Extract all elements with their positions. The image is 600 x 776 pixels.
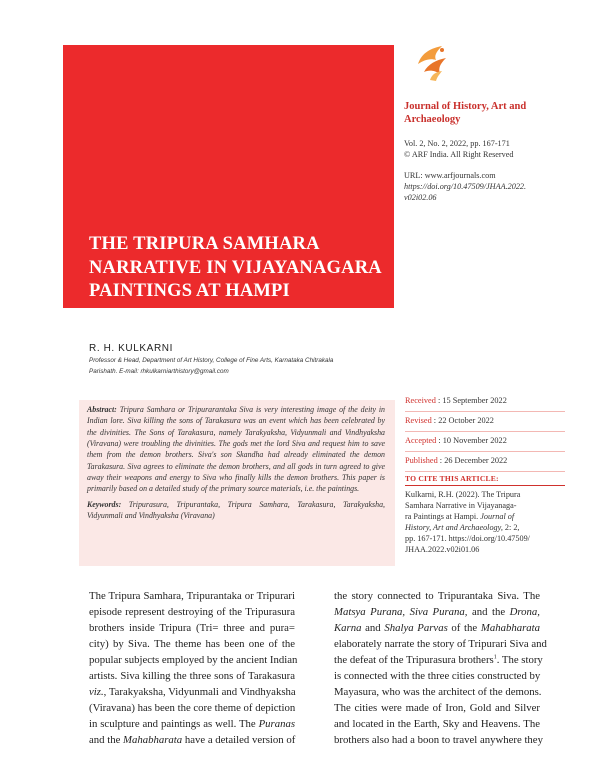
body-line: (Viravana) has been the core theme of depiction bbox=[89, 702, 296, 714]
journal-doi-line[interactable]: https://doi.org/10.47509/JHAA.2022. bbox=[404, 182, 527, 192]
rights-line: © ARF India. All Right Reserved bbox=[404, 150, 514, 160]
body-line: Mayasura, who was the architect of the demons. bbox=[334, 686, 542, 698]
abstract-paragraph bbox=[87, 404, 385, 495]
body-column-right bbox=[334, 588, 547, 748]
abstract-box bbox=[79, 400, 395, 566]
citation-line: ra Paintings at Hampi. Journal of bbox=[405, 512, 515, 521]
bird-logo-icon bbox=[412, 44, 452, 82]
title-line: PAINTINGS AT HAMPI bbox=[89, 281, 290, 301]
body-line: popular subjects employed by the ancient Indian bbox=[89, 654, 298, 666]
abstract-text: Tripura Samhara or Tripurarantaka Siva is very interesting image of the deity in Indian lore. Siva killing the sons of Tarakasura was an event which has been celebrated by the divinities. The Sons of Tarakasura, namely Tarakyaksha, Vidyunmali and Vindhyaksha (Viravana) were troubling the divinities. The gods met the lord Siva and request him to save them from the demon brothers. Siva's son Skandha had already eliminated the demon Tarakasura. Siva agrees to eliminate the demon brothers, and all gods in turn agreed to give away their weapons and energy to Siva who finally kills the demon brothers. This paper is primarily based on a detailed study of the primary source materials, i.e. the paintings. bbox=[87, 405, 385, 494]
article-title bbox=[89, 233, 389, 304]
body-line: and the Mahabharata have a detailed version of bbox=[89, 734, 296, 746]
article-dates bbox=[405, 392, 565, 472]
journal-links bbox=[404, 170, 564, 204]
body-line: brothers inside Tripura (Tri= three and pura= bbox=[89, 622, 295, 634]
body-line: The cities were made of Iron, Gold and Silver bbox=[334, 702, 540, 714]
date-accepted: Accepted : 10 November 2022 bbox=[405, 432, 565, 452]
date-published: Published : 26 December 2022 bbox=[405, 452, 565, 472]
affiliation-line: Professor & Head, Department of Art History, College of Fine Arts, Karnataka Chitrakala bbox=[89, 357, 334, 364]
date-received: Received : 15 September 2022 bbox=[405, 392, 565, 412]
journal-name bbox=[404, 100, 554, 126]
title-line: THE TRIPURA SAMHARA bbox=[89, 234, 320, 254]
body-column-left bbox=[89, 588, 298, 748]
body-line: Matsya Purana, Siva Purana, and the Drona, bbox=[334, 606, 540, 618]
journal-url[interactable]: URL: www.arfjournals.com bbox=[404, 171, 496, 180]
abstract-label: Abstract: bbox=[87, 405, 117, 414]
keywords-paragraph bbox=[87, 499, 385, 522]
citation-line: Samhara Narrative in Vijayanaga- bbox=[405, 501, 517, 510]
journal-name-line: Archaeology bbox=[404, 114, 461, 125]
citation-line: Kulkarni, R.H. (2022). The Tripura bbox=[405, 490, 521, 499]
body-line: and located in the Earth, Sky and Heavens. The bbox=[334, 718, 540, 730]
citation-divider bbox=[405, 485, 565, 486]
citation-doi-line[interactable]: JHAA.2022.v02i01.06 bbox=[405, 545, 480, 554]
volume-line: Vol. 2, No. 2, 2022, pp. 167-171 bbox=[404, 139, 510, 148]
keywords-label: Keywords: bbox=[87, 499, 122, 509]
title-line: NARRATIVE IN VIJAYANAGARA bbox=[89, 257, 382, 278]
body-line: artists. Siva killing the three sons of Tarakasura bbox=[89, 670, 295, 682]
body-line: episode represent destroying of the Tripurasura bbox=[89, 606, 295, 618]
body-line: The Tripura Samhara, Tripurantaka or Tripurari bbox=[89, 590, 295, 602]
author-name: R. H. KULKARNI bbox=[89, 343, 173, 354]
journal-volume-info bbox=[404, 138, 564, 160]
citation-doi-line[interactable]: pp. 167-171. https://doi.org/10.47509/ bbox=[405, 534, 530, 543]
body-line: Karna and Shalya Parvas of the Mahabharata bbox=[334, 622, 540, 634]
body-line: the story connected to Tripurantaka Siva. The bbox=[334, 590, 540, 602]
body-line: viz., Tarakyaksha, Vidyunmali and Vindhyaksha bbox=[89, 686, 296, 698]
body-line: is connected with the three cities constructed by bbox=[334, 670, 541, 682]
keywords-text: Tripurasura, Tripurantaka, Tripura Samhara, Tarakasura, Tarakyaksha, Vidyunmali and Vindhyaksha (Viravana) bbox=[87, 499, 385, 521]
author-affiliation bbox=[89, 356, 389, 377]
journal-doi-line[interactable]: v02i02.06 bbox=[404, 193, 437, 203]
affiliation-line: Parishath. E-mail: rhkulkarniarthistory@gmail.com bbox=[89, 367, 229, 375]
body-line: city) by Siva. The theme has been one of the bbox=[89, 638, 295, 650]
body-line: the defeat of the Tripurasura brothers$^1$. The story bbox=[334, 654, 543, 666]
journal-name-line: Journal of History, Art and bbox=[404, 101, 527, 112]
citation-text bbox=[405, 489, 567, 555]
footnote-marker[interactable]: 1 bbox=[493, 654, 497, 661]
date-revised: Revised : 22 October 2022 bbox=[405, 412, 565, 432]
body-line: elaborately narrate the story of Tripurari Siva and bbox=[334, 638, 547, 650]
body-line: in sculpture and paintings as well. The Puranas bbox=[89, 718, 295, 730]
citation-heading: TO CITE THIS ARTICLE: bbox=[405, 474, 499, 483]
body-line: brothers also had a boon to travel anywhere they bbox=[334, 734, 543, 746]
citation-line: History, Art and Archaeology, 2: 2, bbox=[405, 523, 520, 532]
